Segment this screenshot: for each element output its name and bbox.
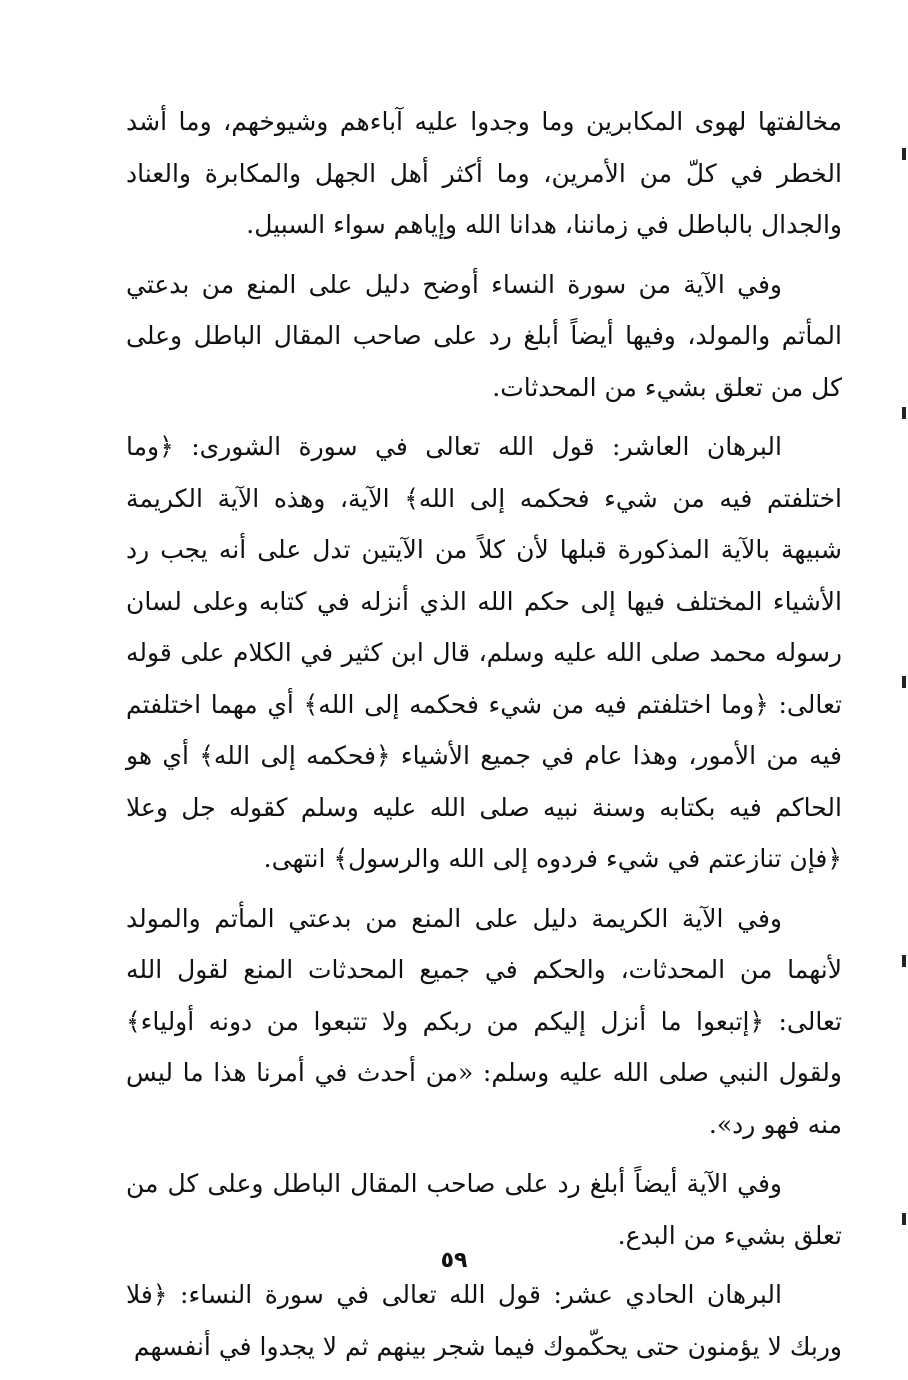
margin-mark — [902, 955, 906, 967]
paragraph-tenth-proof: البرهان العاشر: قول الله تعالى في سورة الشورى: ﴿وما اختلفتم فيه من شيء فحكمه إلى الله﴾ الآية، وهذه الآية الكريمة شبيهة بالآية المذكورة قبلها لأن كلاً من الآيتين تدل على أنه يجب رد الأشياء المختلف فيها إلى حكم الله الذي أنزله في كتابه وعلى لسان رسوله محمد صلى الله عليه وسلم، قال ابن كثير في الكلام على قوله تعالى: ﴿وما اختلفتم فيه من شيء فحكمه إلى الله﴾ أي مهما اختلفتم فيه من الأمور، وهذا عام في جميع الأشياء ﴿فحكمه إلى الله﴾ أي هو الحاكم فيه بكتابه وسنة نبيه صلى الله عليه وسلم كقوله جل وعلا ﴿فإن تنازعتم في شيء فردوه إلى الله والرسول﴾ انتهى. — [126, 432, 842, 873]
paragraph-innovations: وفي الآية الكريمة دليل على المنع من بدعتي المأتم والمولد لأنهما من المحدثات، والحكم في جميع المحدثات المنع لقول الله تعالى: ﴿إتبعوا ما أنزل إليكم من ربكم ولا تتبعوا من دونه أولياء﴾ ولقول النبي صلى الله عليه وسلم: «من أحدث في أمرنا هذا ما ليس منه فهو رد». — [126, 903, 842, 1139]
paragraph-surah-nisa: وفي الآية من سورة النساء أوضح دليل على المنع من بدعتي المأتم والمولد، وفيها أيضاً أبلغ رد على صاحب المقال الباطل وعلى كل من تعلق بشيء من المحدثات. — [126, 269, 842, 402]
page-body — [126, 96, 842, 1380]
margin-mark — [902, 407, 906, 419]
paragraph-refutation: وفي الآية أيضاً أبلغ رد على صاحب المقال الباطل وعلى كل من تعلق بشيء من البدع. — [126, 1169, 842, 1250]
paragraph-continuation: مخالفتها لهوى المكابرين وما وجدوا عليه آباءهم وشيوخهم، وما أشد الخطر في كلّ من الأمرين، وما أكثر أهل الجهل والمكابرة والعناد والجدال بالباطل في زماننا، هدانا الله وإياهم سواء السبيل. — [126, 107, 842, 239]
margin-mark — [902, 676, 906, 688]
margin-mark — [902, 148, 906, 160]
margin-mark — [902, 1213, 906, 1225]
paragraph-eleventh-proof: البرهان الحادي عشر: قول الله تعالى في سورة النساء: ﴿فلا وربك لا يؤمنون حتى يحكّموك فيما شجر بينهم ثم لا يجدوا في أنفسهم — [126, 1280, 842, 1361]
page-number: ٥٩ — [440, 1248, 468, 1273]
